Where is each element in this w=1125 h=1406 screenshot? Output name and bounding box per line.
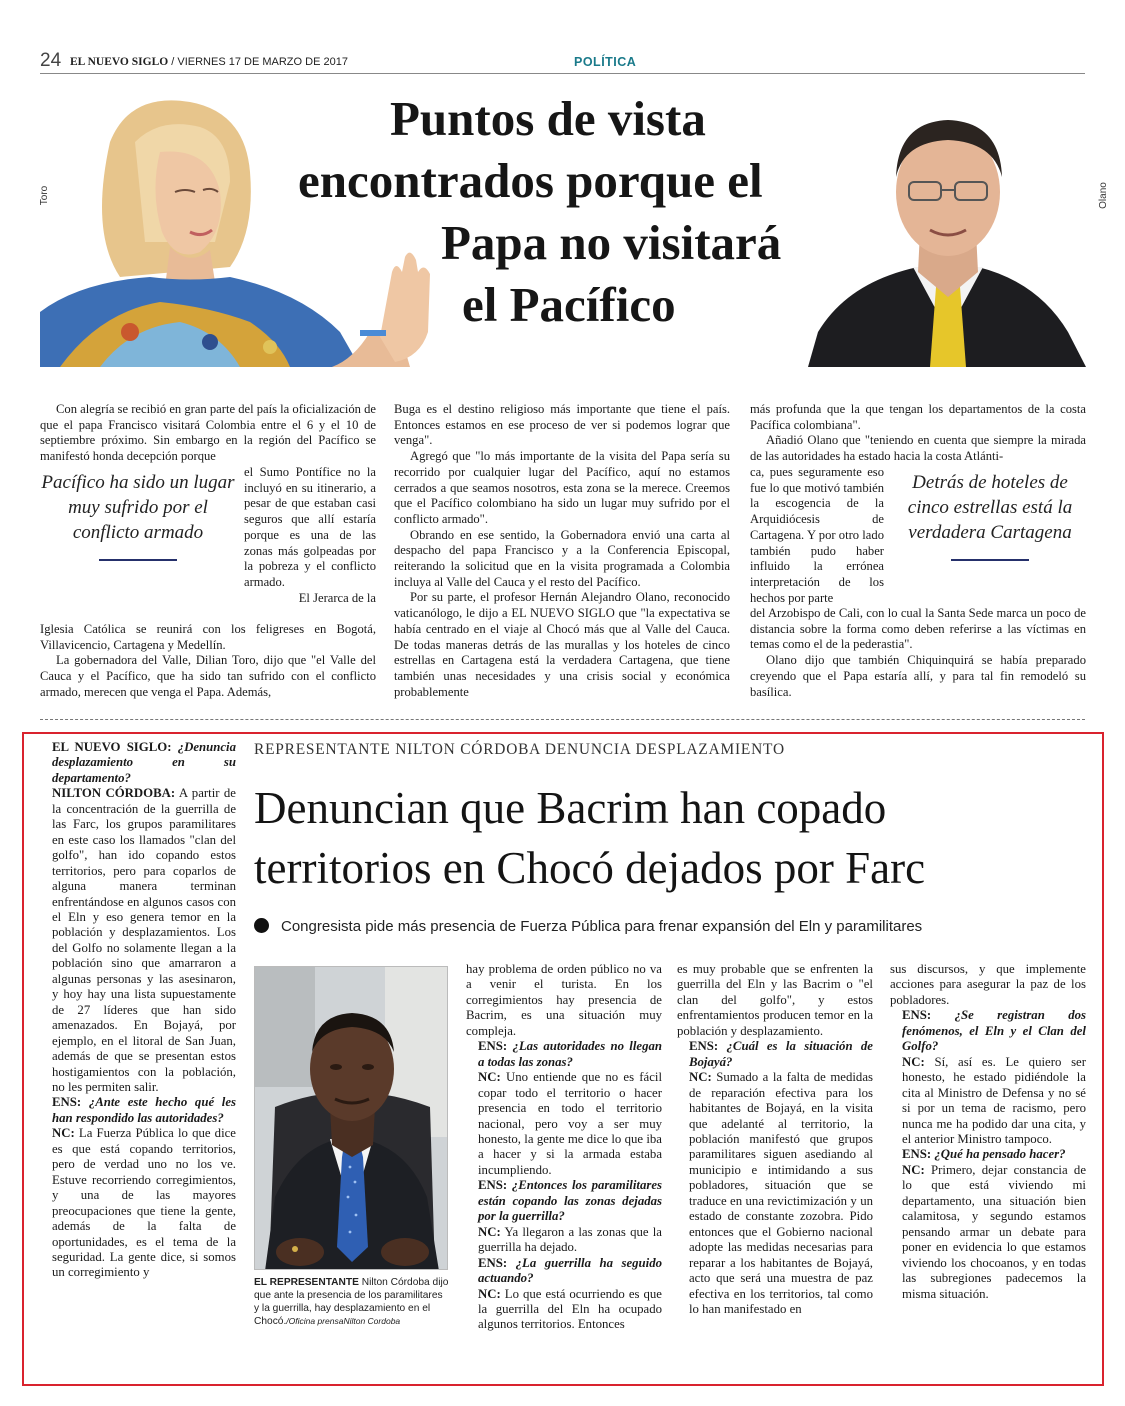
- speaker-label: EL NUEVO SIGLO:: [52, 740, 172, 754]
- photo-nilton-cordoba: [254, 966, 448, 1270]
- photo-credit-toro: Toro: [39, 185, 51, 206]
- feature-paragraph: Añadió Olano que "teniendo en cuenta que siempre la mirada de las autoridades ha estado hacia la costa Atlánti-: [750, 433, 1086, 464]
- question-text: ¿Denuncia desplazamiento en su departamento?: [52, 740, 236, 785]
- story-kicker: REPRESENTANTE NILTON CÓRDOBA DENUNCIA DESPLAZAMIENTO: [254, 741, 785, 758]
- story-subhead-text: Congresista pide más presencia de Fuerza Pública para frenar expansión del Eln y paramilitares: [281, 918, 923, 935]
- story-headline-line: Denuncian que Bacrim han copado: [254, 783, 887, 833]
- feature-paragraph: Con alegría se recibió en gran parte del país la oficialización de que el papa Francisco visitará Colombia entre el 6 y el 10 de septiembre próximo. Sin embargo en la región del Pacífico se manifestó honda decepción porque: [40, 402, 376, 464]
- answer-text: Uno entiende que no es fácil copar todo el territorio o hacer presencia en todo el territorio nacional, pero voy a ser muy honesto, la gente me dice lo que iba a hacer y si la armada estaba incumpliendo.: [478, 1070, 662, 1177]
- section-label: POLÍTICA: [574, 55, 637, 69]
- story-headline-line: territorios en Chocó dejados por Farc: [254, 843, 926, 893]
- feature-headline-line: Papa no visitará: [441, 215, 782, 270]
- caption-credit: /Oficina prensaNilton Cordoba: [286, 1316, 401, 1326]
- feature-paragraph: Agregó que "lo más importante de la visita del Papa sería su recorrido por cualquier lugar del Pacífico, aquí no estamos cerrados a que seamos nosotros, esta zona se la merece. Creemos que el Pacífico colombiano ha sido un lugar muy sufrido por el conflicto armado".: [394, 449, 730, 526]
- question-text: ¿Se registran dos fenómenos, el Eln y el Clan del Golfo?: [902, 1008, 1087, 1054]
- story-col-1: [40, 740, 236, 1281]
- feature-paragraph: Iglesia Católica se reunirá con los feligreses en Bogotá, Villavicencio, Cartagena y Medellín.: [40, 622, 376, 652]
- interview-question: [890, 1147, 1086, 1162]
- feature-paragraph: El Jerarca de la: [298, 590, 376, 605]
- interview-answer: [466, 1225, 662, 1256]
- speaker-label: ENS:: [902, 1008, 932, 1023]
- interview-answer: [677, 1070, 873, 1317]
- speaker-label: NC:: [902, 1054, 925, 1069]
- question-text: ¿Qué ha pensado hacer?: [934, 1147, 1066, 1162]
- pullquote-right: [894, 470, 1086, 561]
- feature-paragraph: Obrando en ese sentido, la Gobernadora envió una carta al despacho del papa Francisco y a la Conferencia Episcopal, reiterando la solicitud que en la visita programada a Colombia incluya al Valle del Cauca y el resto del Pacífico.: [394, 527, 730, 589]
- feature-paragraph: el Sumo Pontífice no la incluyó en su itinerario, a pesar de que estaban casi seguros que allí estaría porque es una de las zonas más golpeadas por la pobreza y el conflicto armado.: [244, 465, 376, 589]
- speaker-label: ENS:: [478, 1039, 508, 1054]
- pullquote-rule: [99, 559, 177, 561]
- story-col-4: [890, 962, 1086, 1302]
- feature-col-2: [394, 402, 730, 700]
- feature-col-3: [750, 402, 1086, 465]
- interview-question: [466, 1039, 662, 1070]
- speaker-label: NC:: [478, 1070, 501, 1085]
- answer-text: La Fuerza Pública lo que dice es que está copando territorios, pero de verdad uno no los ve. Estuve recorriendo corregimientos, y una de las mayores preocupaciones que tiene la gente, además de la falta de oportunidades, es el tema de la seguridad. La gente dice, si somos un corregimiento y: [52, 1126, 236, 1280]
- speaker-label: NC:: [478, 1224, 501, 1239]
- feature-headline: [296, 88, 856, 336]
- interview-answer: [466, 1287, 662, 1333]
- interview-answer: [466, 1070, 662, 1178]
- speaker-label: NC:: [902, 1162, 925, 1177]
- interview-answer: hay problema de orden público no va a venir el turista. En los corregimientos hay presencia de Bacrim, es una situación muy compleja.: [466, 962, 662, 1038]
- feature-paragraph: Por su parte, el profesor Hernán Alejandro Olano, reconocido vaticanólogo, le dijo a EL NUEVO SIGLO que "la expectativa se había centrado en el viaje al Chocó más que al Valle del Cauca. De todas maneras detrás de las murallas y los hoteles de cinco estrellas en Cartagena está la verdadera Cartagena, que tiene también unas necesidades y una crisis social y económica probablemente: [394, 590, 730, 699]
- speaker-label: NILTON CÓRDOBA:: [52, 786, 176, 801]
- answer-text: Primero, dejar constancia de lo que está viviendo mi departamento, una situación bien calamitosa, y segundo estamos pensando armar un debate para poner en evidencia lo que estamos viviendo los chocoanos, y en todas las subregiones padecemos la misma situación.: [902, 1162, 1086, 1301]
- page-number: 24: [40, 50, 62, 71]
- answer-text: Ya llegaron a las zonas que la guerrilla ha dejado.: [478, 1224, 662, 1255]
- pullquote-left: [40, 470, 236, 561]
- interview-question: [40, 1095, 236, 1126]
- answer-text: Sí, así es. Le quiero ser honesto, he estado pidiéndole la cita al Ministro de Defensa y no sé si por un tema de racismo, pero nunca me ha podido dar una cita, y el anterior Ministro tampoco.: [902, 1054, 1086, 1146]
- question-text: ¿La guerrilla ha seguido actuando?: [478, 1255, 662, 1286]
- interview-answer: [890, 1163, 1086, 1302]
- answer-text: A partir de la concentración de la guerrilla de las Farc, los grupos paramilitares en este caso los llamados "clan del golfo", han ido copando estos territorios, pero para coparlos de alguna manera terminan enfrentándose en algunos casos con el Eln y eso genera temor en la población y desplazamientos. Los del Golfo no solamente llegan a la población sino que amarraron a algunas personas y las asesinaron, y hoy hay una lista supuestamente de 27 líderes que han sido amenazados. En Bojayá, por ejemplo, en el litoral de San Juan, además de que se presentan estos hostigamientos con la población, no les permiten salir.: [52, 786, 236, 1094]
- feature-col-3-bottom: [750, 606, 1086, 700]
- speaker-label: NC:: [689, 1070, 712, 1085]
- speaker-label: ENS:: [52, 1095, 82, 1110]
- question-text: ¿Entonces los paramilitares están copando las zonas dejadas por la guerrilla?: [478, 1178, 662, 1224]
- speaker-label: NC:: [478, 1286, 501, 1301]
- interview-question: [466, 1256, 662, 1287]
- speaker-label: ENS:: [902, 1147, 932, 1162]
- feature-col-1: [40, 402, 376, 465]
- pullquote-text: Detrás de hoteles de cinco estrellas está la verdadera Cartagena: [907, 472, 1073, 543]
- photo-credit-olano: Olano: [1097, 182, 1109, 209]
- interview-question: [40, 740, 236, 786]
- story-col-3: [677, 962, 873, 1317]
- interview-answer: sus discursos, y que implemente acciones para asegurar la paz de los pobladores.: [890, 962, 1086, 1007]
- masthead: [70, 56, 348, 68]
- question-text: ¿Ante este hecho qué les han respondido las autoridades?: [52, 1095, 236, 1125]
- interview-question: [890, 1008, 1086, 1054]
- feature-col-1-bottom: [40, 622, 376, 701]
- feature-col-3-wrap: [750, 465, 884, 606]
- section-divider: [40, 719, 1085, 720]
- feature-col-1-wrap: [244, 465, 376, 606]
- question-text: ¿Cuál es la situación de Bojayá?: [689, 1039, 873, 1069]
- interview-question: [677, 1039, 873, 1070]
- feature-headline-line: encontrados porque el: [298, 153, 763, 208]
- feature-headline-line: Puntos de vista: [390, 91, 706, 146]
- speaker-label: ENS:: [689, 1039, 719, 1054]
- feature-paragraph: más profunda que la que tengan los departamentos de la costa Pacífica colombiana".: [750, 402, 1086, 432]
- photo-caption: [254, 1276, 450, 1328]
- interview-answer: [40, 1126, 236, 1281]
- feature-paragraph: Buga es el destino religioso más importante que tiene el país. Entonces estamos en ese proceso de ver si podemos lograr que venga".: [394, 402, 730, 448]
- speaker-label: ENS:: [478, 1178, 508, 1193]
- interview-question: [466, 1178, 662, 1224]
- story-subhead: [254, 918, 1084, 935]
- question-text: ¿Las autoridades no llegan a todas las zonas?: [478, 1039, 662, 1069]
- story-headline: [254, 778, 1084, 898]
- speaker-label: ENS:: [478, 1255, 508, 1270]
- feature-paragraph: Olano dijo que también Chiquinquirá se había preparado creyendo que el Papa estaría allí, y para tal fin remodeló su basílica.: [750, 653, 1086, 699]
- feature-paragraph: del Arzobispo de Cali, con lo cual la Santa Sede marca un poco de distancia sobre la forma como deben referirse a las víctimas en temas como el de la pederastia".: [750, 606, 1086, 652]
- feature-paragraph: La gobernadora del Valle, Dilian Toro, dijo que "el Valle del Cauca y el Pacífico, que ha sido tan sufrido con el conflicto armado, merecen que venga el Papa. Además,: [40, 653, 376, 699]
- caption-text: Nilton Córdoba dijo que ante la presencia de los paramilitares y la guerrilla, hay desplazamiento en el Chocó.: [254, 1277, 449, 1327]
- page-header: [40, 50, 1085, 74]
- story-col-2: [466, 962, 662, 1333]
- pullquote-rule: [951, 559, 1029, 561]
- interview-answer: [890, 1055, 1086, 1148]
- answer-text: Lo que está ocurriendo es que la guerrilla del Eln ha ocupado algunos territorios. Entonces: [478, 1286, 662, 1332]
- feature-headline-line: el Pacífico: [462, 277, 676, 332]
- pullquote-text: Pacífico ha sido un lugar muy sufrido por el conflicto armado: [41, 472, 235, 543]
- feature-paragraph: ca, pues seguramente eso fue lo que motivó también la escogencia de la Arquidiócesis de Cartagena. Y por otro lado también pudo haber influido la errónea interpretación de los hechos por parte: [750, 465, 884, 605]
- answer-text: Sumado a la falta de medidas de reparación efectiva para los habitantes de Bojayá, en la visita que adelanté al territorio, la población manifestó que grupos paramilitares siguen asediando al municipio e intimidando a sus pobladores, situación que se traduce en una revictimización y un estado de constante zozobra. Pido entonces que el Gobierno nacional adopte las medidas necesarias para reparar a los habitantes de Bojayá, acto que será una muestra de paz efectiva en los territorios, tal como lo han manifestado en: [689, 1070, 873, 1316]
- interview-answer: es muy probable que se enfrenten la guerrilla del Eln y las Bacrim o "el clan del golfo", y estos enfrentamientos producen temor en la población y desplazamiento.: [677, 962, 873, 1038]
- interview-answer: [40, 786, 236, 1095]
- newspaper-name: EL NUEVO SIGLO: [70, 56, 169, 68]
- speaker-label: NC:: [52, 1126, 75, 1141]
- caption-lead: EL REPRESENTANTE: [254, 1277, 359, 1288]
- issue-date: / VIERNES 17 DE MARZO DE 2017: [171, 56, 348, 68]
- bullet-icon: [254, 918, 269, 933]
